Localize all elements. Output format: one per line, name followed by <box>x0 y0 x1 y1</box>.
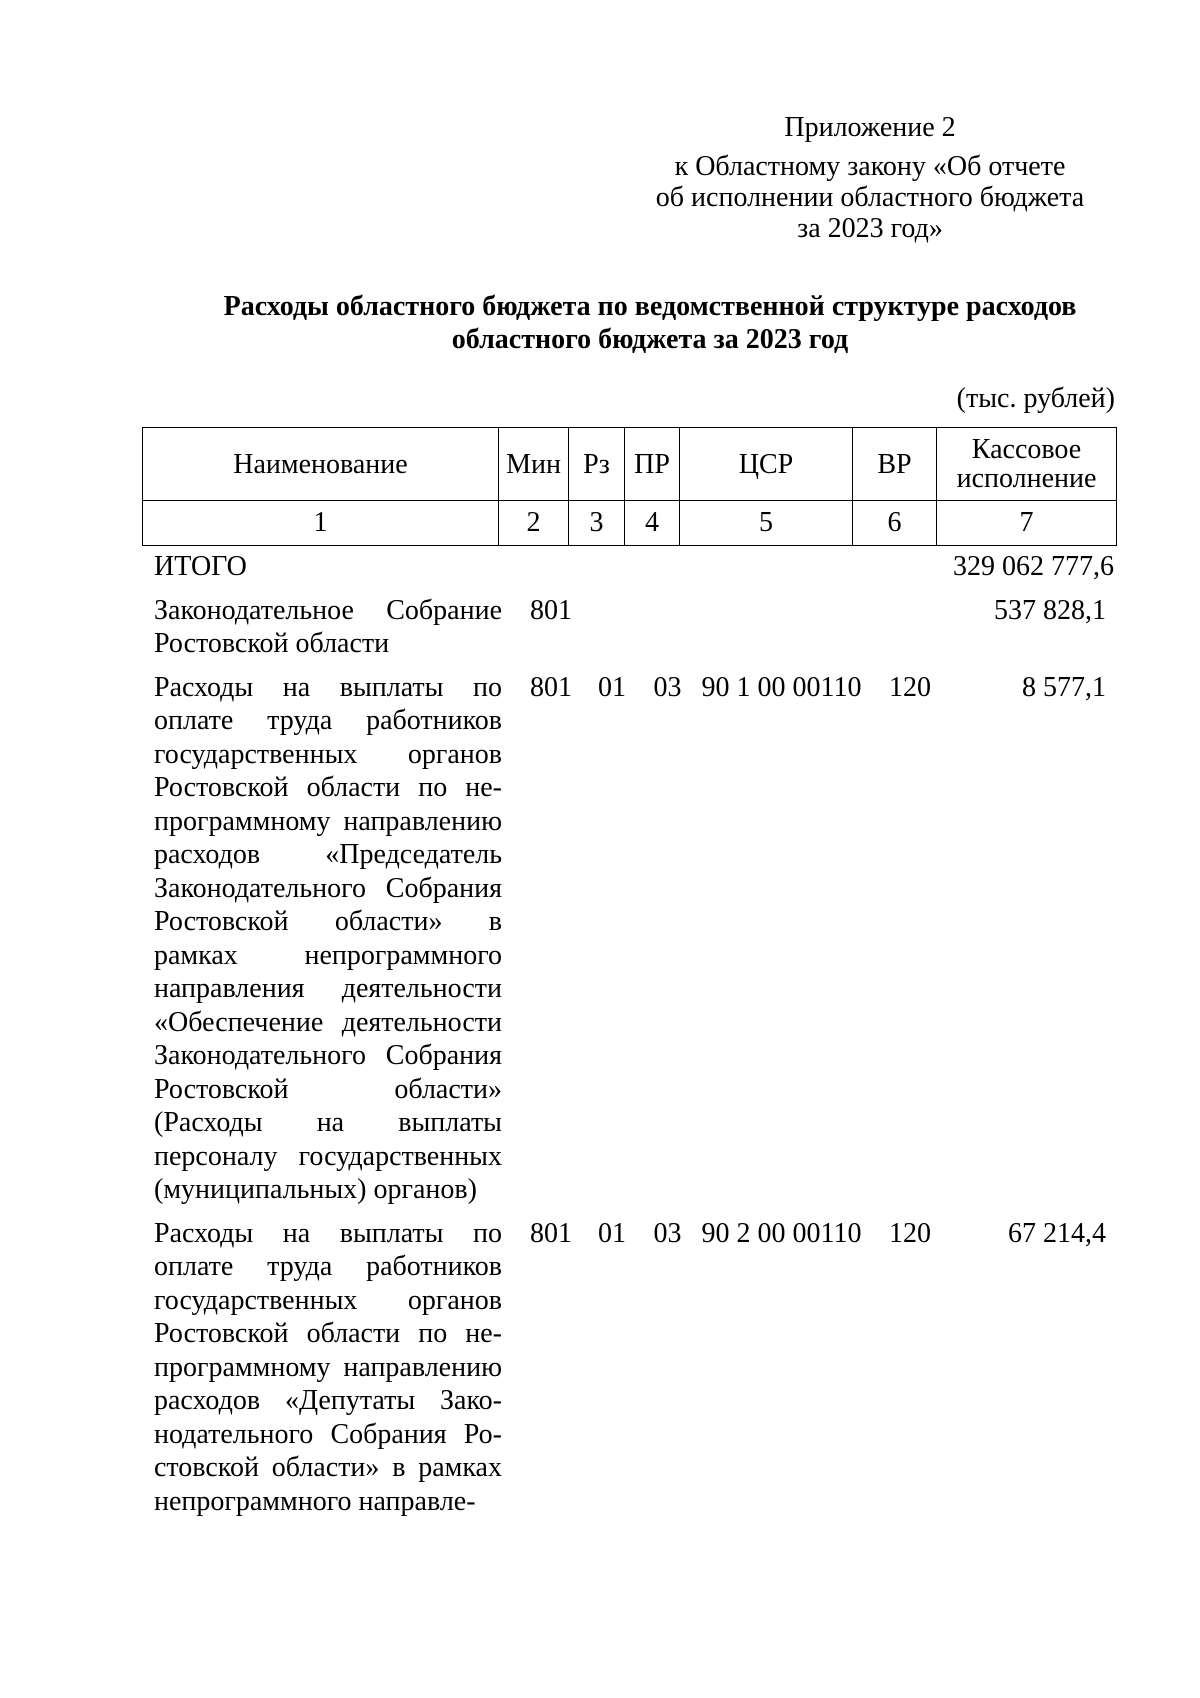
row-sum: 537 828,1 <box>994 594 1106 626</box>
header-number-5: 5 <box>680 501 853 546</box>
row-min: 801 <box>530 594 572 626</box>
row-rz: 01 <box>598 671 626 703</box>
row-min: 801 <box>530 671 572 703</box>
header-number-7: 7 <box>937 501 1117 546</box>
document-title-line2: областного бюджета за 2023 год <box>451 324 849 355</box>
row-vr: 120 <box>889 671 931 703</box>
table-row <box>142 594 1116 661</box>
row-csr: 90 1 00 00110 <box>701 671 862 703</box>
header-number-6: 6 <box>853 501 937 546</box>
appendix-block <box>640 112 1100 244</box>
row-name: Расходы на выплаты по оплате труда работников государственных органов Ростовской области по непрограммному направлению расходов «Председатель Законодательного Собрания Ростовской области» в рамках непрограммного направления деятельности «Обеспечение деятельности Законодательного Собрания Ростовской области» (Расходы на выплаты персоналу государственных (муниципальных) органов) <box>154 671 502 1205</box>
header-number-2: 2 <box>499 501 569 546</box>
appendix-ref-line3: за 2023 год» <box>797 213 943 244</box>
header-pr: ПР <box>625 428 680 501</box>
header-name: Наименование <box>143 428 499 501</box>
document-title <box>120 290 1180 356</box>
header-rz: Рз <box>569 428 625 501</box>
row-csr: 90 2 00 00110 <box>701 1217 862 1249</box>
appendix-ref-line2: об исполнении областного бюджета <box>655 182 1085 213</box>
row-sum: 8 577,1 <box>1022 671 1106 703</box>
row-min: 801 <box>530 1217 572 1249</box>
table-row <box>142 671 1116 1207</box>
document-title-line1: Расходы областного бюджета по ведомственной структуре расходов <box>223 291 1077 322</box>
row-name: Расходы на выплаты по оплате труда работников государственных органов Ростовской области по непрограммному направлению расходов «Депутаты Законодательного Собрания Ростовской области» в рамках непрограммного направле- <box>154 1217 502 1517</box>
row-vr: 120 <box>889 1217 931 1249</box>
table-body <box>142 550 1116 1528</box>
appendix-reference <box>640 151 1100 244</box>
units-label: (тыс. рублей) <box>956 383 1115 414</box>
table-header <box>142 427 1117 546</box>
table-row-total <box>142 550 1116 584</box>
header-sum <box>937 428 1117 501</box>
appendix-ref-line1: к Областному закону «Об отчете <box>674 151 1066 182</box>
header-vr: ВР <box>853 428 937 501</box>
row-name: ИТОГО <box>154 551 247 582</box>
header-csr: ЦСР <box>680 428 853 501</box>
header-number-3: 3 <box>569 501 625 546</box>
table-row <box>142 1217 1116 1519</box>
header-sum-line1: Кассовое <box>971 434 1082 465</box>
row-name: Законодательное Собрание Ростовской области <box>154 594 502 659</box>
row-sum: 329 062 777,6 <box>953 551 1114 582</box>
row-sum: 67 214,4 <box>1008 1217 1106 1249</box>
appendix-label: Приложение 2 <box>784 112 956 143</box>
row-rz: 01 <box>598 1217 626 1249</box>
row-pr: 03 <box>653 1217 682 1249</box>
header-sum-line2: исполнение <box>956 463 1097 494</box>
header-min: Мин <box>499 428 569 501</box>
header-number-4: 4 <box>625 501 680 546</box>
row-pr: 03 <box>653 671 682 703</box>
header-number-1: 1 <box>143 501 499 546</box>
